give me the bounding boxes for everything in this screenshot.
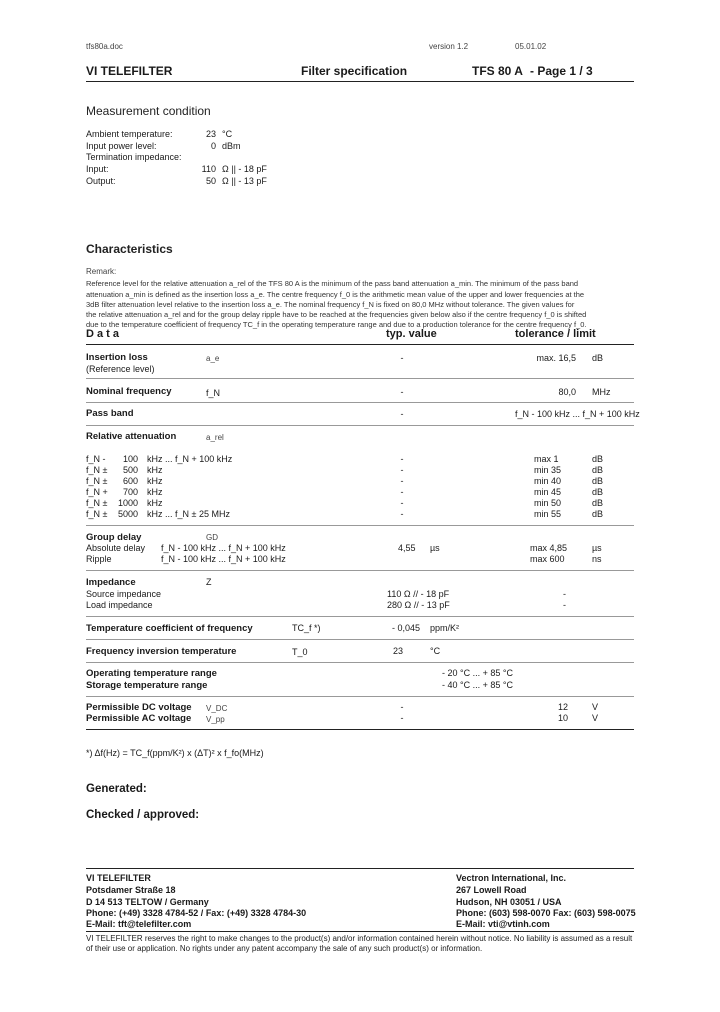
impedance-label: Impedance [86, 577, 136, 588]
doc-date: 05.01.02 [515, 42, 547, 51]
relatt-typ: - [400, 509, 404, 519]
remark-line: due to the temperature coefficient of frequency TC_f in the operating temperature range and due to a production tolerance for the centre frequency f_0. [86, 320, 587, 329]
tempcoef-typ: - 0,045 [392, 623, 421, 633]
relatt-u: dB [592, 509, 604, 519]
footer-bottom-rule [86, 931, 634, 932]
inversion-typ: 23 [393, 646, 404, 656]
impedance-symbol: Z [206, 577, 212, 587]
ac-voltage-label: Permissible AC voltage [86, 713, 192, 724]
measurement-label: Input: [86, 164, 109, 174]
footnote: *) Δf(Hz) = TC_f(ppm/K²) x (ΔT)² x f_fo(MHz) [86, 748, 264, 758]
table-bottom-rule [86, 729, 634, 730]
relatt-unit: kHz ... f_N + 100 kHz [147, 454, 233, 464]
source-impedance-typ: 110 Ω // - 18 pF [387, 589, 450, 599]
footer-left-email[interactable]: E-Mail: tft@telefilter.com [86, 919, 192, 929]
passband-label: Pass band [86, 408, 134, 419]
dc-voltage-label: Permissible DC voltage [86, 702, 192, 713]
ac-voltage-typ: - [400, 713, 404, 723]
measurement-value: 0 [210, 141, 216, 151]
insertion-typ: - [400, 353, 404, 363]
storage-temp-value: - 40 °C ... + 85 °C [442, 680, 513, 690]
remark-line: attenuation a_min is defined as the insertion loss a_e. The centre frequency f_0 is the arithmetic mean value of the upper and lower frequencies at the [86, 290, 585, 299]
ripple-range: f_N - 100 kHz ... f_N + 100 kHz [161, 554, 286, 564]
characteristics-heading: Characteristics [86, 242, 173, 256]
col-tolerance: tolerance / limit [515, 328, 596, 340]
load-impedance-typ: 280 Ω // - 13 pF [387, 600, 450, 610]
relatt-val: 600 [122, 476, 138, 486]
absdelay-label: Absolute delay [86, 543, 146, 553]
relatt-u: dB [592, 465, 604, 475]
relatt-u: dB [592, 498, 604, 508]
relatt-val: 500 [122, 465, 138, 475]
measurement-value: 50 [205, 176, 216, 186]
absdelay-range: f_N - 100 kHz ... f_N + 100 kHz [161, 543, 286, 553]
op-temp-value: - 20 °C ... + 85 °C [442, 668, 513, 678]
relatt-val: 700 [122, 487, 138, 497]
footer-rule [86, 868, 634, 869]
version: version 1.2 [429, 42, 469, 51]
relatt-lim: min 45 [534, 487, 562, 497]
relatt-lim: min 40 [534, 476, 562, 486]
insertion-tol: max. 16,5 [536, 353, 576, 363]
relatt-val: 5000 [117, 509, 138, 519]
relatt-lim: min 55 [534, 509, 562, 519]
measurement-unit: Ω || - 18 pF [222, 164, 267, 174]
table-rule [86, 344, 634, 345]
tempcoef-unit: ppm/K² [430, 623, 460, 633]
generated-label: Generated: [86, 783, 147, 795]
relatt-lim: max 1 [534, 454, 559, 464]
footer-left-phone: Phone: (+49) 3328 4784-52 / Fax: (+49) 3328 4784-30 [86, 908, 307, 918]
load-impedance-tol: - [563, 600, 566, 610]
row-rule [86, 616, 634, 617]
relatt-typ: - [400, 476, 404, 486]
op-temp-label: Operating temperature range [86, 668, 217, 679]
dc-voltage-typ: - [400, 702, 404, 712]
relatt-label: Relative attenuation [86, 431, 177, 442]
absdelay-tol: max 4,85 [530, 543, 568, 553]
inversion-unit: °C [430, 646, 441, 656]
measurement-value: 110 [201, 164, 216, 174]
measurement-unit: dBm [222, 141, 241, 151]
relatt-op: f_N ± [86, 509, 108, 519]
header-part: TFS 80 A [472, 64, 523, 78]
header-doc-type: Filter specification [301, 64, 408, 78]
row-rule [86, 662, 634, 663]
relatt-op: f_N ± [86, 476, 108, 486]
disclaimer: VI TELEFILTER reserves the right to make changes to the product(s) and/or information contained herein without notice. No liability is assumed as a result of their use or application. No rights under any patent accompany the sale of any such product(s) or information. [86, 934, 633, 953]
measurement-value: 23 [205, 129, 216, 139]
measurement-unit: °C [222, 129, 233, 139]
relatt-u: dB [592, 454, 604, 464]
ripple-tol: max 600 [530, 554, 565, 564]
remark-line: Reference level for the relative attenuation a_rel of the TFS 80 A is the minimum of the pass band attenuation a_min. The minimum of the pass band [86, 279, 579, 288]
header-page: - Page 1 / 3 [530, 64, 593, 78]
footer-right-phone: Phone: (603) 598-0070 Fax: (603) 598-0075 [456, 908, 636, 918]
filename: tfs80a.doc [86, 42, 123, 51]
nominal-symbol: f_N [206, 388, 221, 398]
footer-left-street: Potsdamer Straße 18 [86, 885, 176, 895]
row-rule [86, 425, 634, 426]
footer-left-company: VI TELEFILTER [86, 873, 151, 883]
dc-voltage-unit: V [592, 702, 599, 712]
footer-right-city: Hudson, NH 03051 / USA [456, 897, 562, 907]
relatt-unit: kHz [147, 465, 163, 475]
relatt-symbol: a_rel [206, 433, 224, 442]
relatt-typ: - [400, 487, 404, 497]
checked-label: Checked / approved: [86, 809, 200, 821]
tempcoef-label: Temperature coefficient of frequency [86, 623, 253, 634]
row-rule [86, 402, 634, 403]
storage-temp-label: Storage temperature range [86, 680, 208, 691]
relatt-op: f_N ± [86, 498, 108, 508]
insertion-symbol: a_e [206, 354, 220, 363]
load-impedance-label: Load impedance [86, 600, 153, 610]
source-impedance-tol: - [563, 589, 566, 599]
measurement-heading: Measurement condition [86, 104, 211, 118]
absdelay-typ: 4,55 [398, 543, 416, 553]
relatt-lim: min 35 [534, 465, 562, 475]
measurement-label: Input power level: [86, 141, 157, 151]
nominal-tol: 80,0 [558, 387, 576, 397]
relatt-unit: kHz [147, 476, 163, 486]
col-typ-value: typ. value [386, 328, 437, 340]
relatt-val: 100 [122, 454, 138, 464]
groupdelay-label: Group delay [86, 532, 142, 543]
nominal-typ: - [400, 387, 404, 397]
row-rule [86, 570, 634, 571]
passband-typ: - [400, 409, 404, 419]
footer-right-street: 267 Lowell Road [456, 885, 527, 895]
col-data: D a t a [86, 328, 120, 340]
absdelay-unit: µs [592, 543, 602, 553]
absdelay-typ-unit: µs [430, 543, 440, 553]
groupdelay-symbol: GD [206, 533, 218, 542]
relatt-lim: min 50 [534, 498, 562, 508]
measurement-label: Ambient temperature: [86, 129, 173, 139]
relatt-op: f_N - [86, 454, 106, 464]
dc-voltage-symbol: V_DC [206, 704, 228, 713]
relatt-op: f_N ± [86, 465, 108, 475]
relatt-val: 1000 [117, 498, 138, 508]
footer-left-city: D 14 513 TELTOW / Germany [86, 897, 209, 907]
source-impedance-label: Source impedance [86, 589, 162, 599]
relatt-unit: kHz ... f_N ± 25 MHz [147, 509, 230, 519]
nominal-unit: MHz [592, 387, 611, 397]
measurement-label: Output: [86, 176, 116, 186]
relatt-unit: kHz [147, 498, 163, 508]
inversion-symbol: T_0 [292, 647, 308, 657]
inversion-label: Frequency inversion temperature [86, 646, 237, 657]
relatt-typ: - [400, 465, 404, 475]
ac-voltage-unit: V [592, 713, 599, 723]
relatt-typ: - [400, 454, 404, 464]
dc-voltage-value: 12 [557, 702, 568, 712]
tempcoef-symbol: TC_f *) [292, 623, 321, 633]
row-rule [86, 378, 634, 379]
relatt-unit: kHz [147, 487, 163, 497]
header-company: VI TELEFILTER [86, 64, 173, 78]
header-rule [86, 81, 634, 82]
remark-label: Remark: [86, 267, 117, 276]
remark-line: the relative attenuation a_rel and for the group delay ripple have to be reached at the frequencies given below also if the centre frequency f_0 is shifted [86, 310, 587, 319]
relatt-typ: - [400, 498, 404, 508]
footer-right-email[interactable]: E-Mail: vti@vtinh.com [456, 919, 550, 929]
relatt-op: f_N + [86, 487, 108, 497]
row-rule [86, 525, 634, 526]
relatt-u: dB [592, 487, 604, 497]
row-rule [86, 639, 634, 640]
insertion-unit: dB [592, 353, 604, 363]
remark-line: 3dB filter attenuation level relative to the insertion loss a_e. The nominal frequency f_N is fixed on 80,0 MHz without tolerance. The given values for [86, 300, 575, 309]
ac-voltage-value: 10 [557, 713, 568, 723]
measurement-label: Termination impedance: [86, 152, 182, 162]
passband-tol: f_N - 100 kHz ... f_N + 100 kHz [515, 409, 640, 419]
insertion-sub: (Reference level) [86, 364, 155, 374]
insertion-label: Insertion loss [86, 352, 148, 363]
row-rule [86, 696, 634, 697]
ripple-label: Ripple [86, 554, 112, 564]
measurement-unit: Ω || - 13 pF [222, 176, 267, 186]
ac-voltage-symbol: V_pp [206, 715, 225, 724]
nominal-label: Nominal frequency [86, 386, 172, 397]
footer-right-company: Vectron International, Inc. [456, 873, 567, 883]
ripple-unit: ns [592, 554, 602, 564]
relatt-u: dB [592, 476, 604, 486]
